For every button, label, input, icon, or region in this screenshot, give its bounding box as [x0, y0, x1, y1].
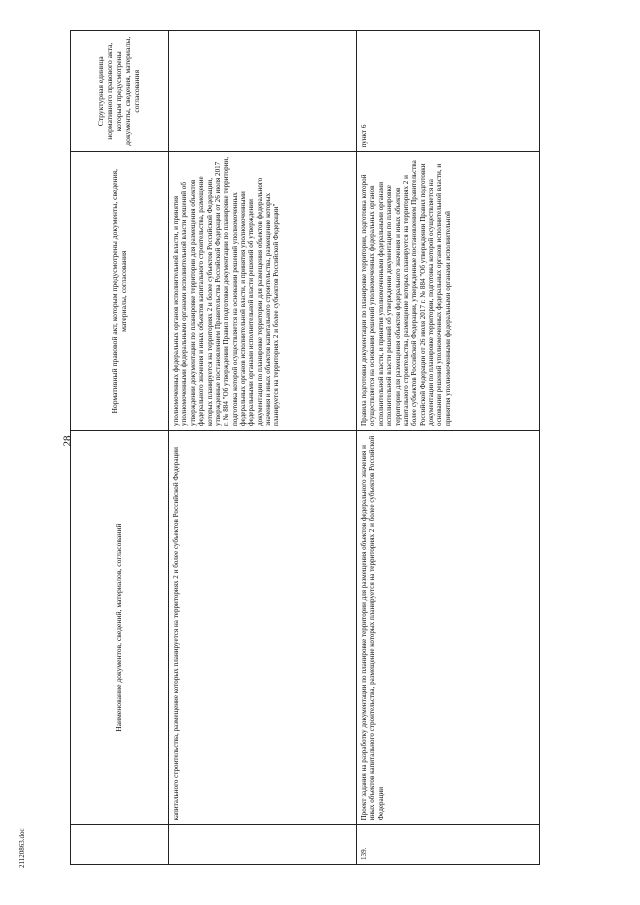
row-name: капитального строительства, размещение которых планируется на территориях 2 и более субъектов Российской Федерации	[169, 430, 357, 824]
row-act: уполномоченных федеральных органов исполнительной власти, и принятия уполномоченными федеральными органами исполнительной власти решений об утверждении документации по планировке территории для размещения объектов федерального значения и иных объектов капитального строительства, размещение которых планируется на территориях 2 и более субъектов Российской Федерации, утвержденные постановлением Правительства Российской Федерации от 26 июля 2017 г. № 884 "Об утверждении Правил подготовки документации по планировке территории, подготовка которой осуществляется на основании решений уполномоченных федеральных органов исполнительной власти, и принятия уполномоченными федеральными органами исполнительной власти решений об утверждении документации по планировке территории для размещения объектов федерального значения и иных объектов капитального строительства, размещение которых планируется на территориях 2 и более субъектов Российской Федерации"	[169, 152, 357, 430]
header-name: Наименование документов, сведений, материалов, согласований	[71, 430, 169, 824]
header-number	[71, 825, 169, 865]
header-unit: Структурная единица нормативного правового акта, которым предусмотрены документы, сведения, материалы, согласования	[71, 31, 169, 153]
row-act: Правила подготовки документации по планировке территории, подготовка которой осуществляется на основании решений уполномоченных федеральных органов исполнительной власти, и принятия уполномоченными федеральными органами исполнительной власти решений об утверждении документации по планировке территории для размещения объектов федерального значения и иных объектов капитального строительства, размещение которых планируется на территориях 2 и более субъектов Российской Федерации, утвержденные постановлением Правительства Российской Федерации от 26 июля 2017 г. № 884 "Об утверждении Правил подготовки документации по планировке территории, подготовка которой осуществляется на основании решений уполномоченных федеральных органов исполнительной власти, и принятия уполномоченными федеральными органами исполнительной	[357, 152, 540, 430]
rotated-document-table	[70, 30, 540, 865]
header-act: Нормативный правовой акт, которым предусмотрены документы, сведения, материалы, согласования	[71, 152, 169, 430]
page-number: 28	[61, 435, 74, 447]
row-number: 139.	[357, 825, 540, 865]
row-number	[169, 825, 357, 865]
row-unit: пункт 6	[357, 31, 540, 153]
table-header-row	[71, 31, 169, 865]
table-row	[169, 31, 357, 865]
row-name: Проект задания на разработку документации по планировке территории для размещения объектов федерального значения и иных объектов капитального строительства, размещение которых планируется на территориях 2 и более субъектов Российской Федерации	[357, 430, 540, 824]
table-row	[357, 31, 540, 865]
documents-table	[70, 30, 540, 865]
footer-filename: 21120863.doc	[18, 828, 26, 868]
row-unit	[169, 31, 357, 153]
